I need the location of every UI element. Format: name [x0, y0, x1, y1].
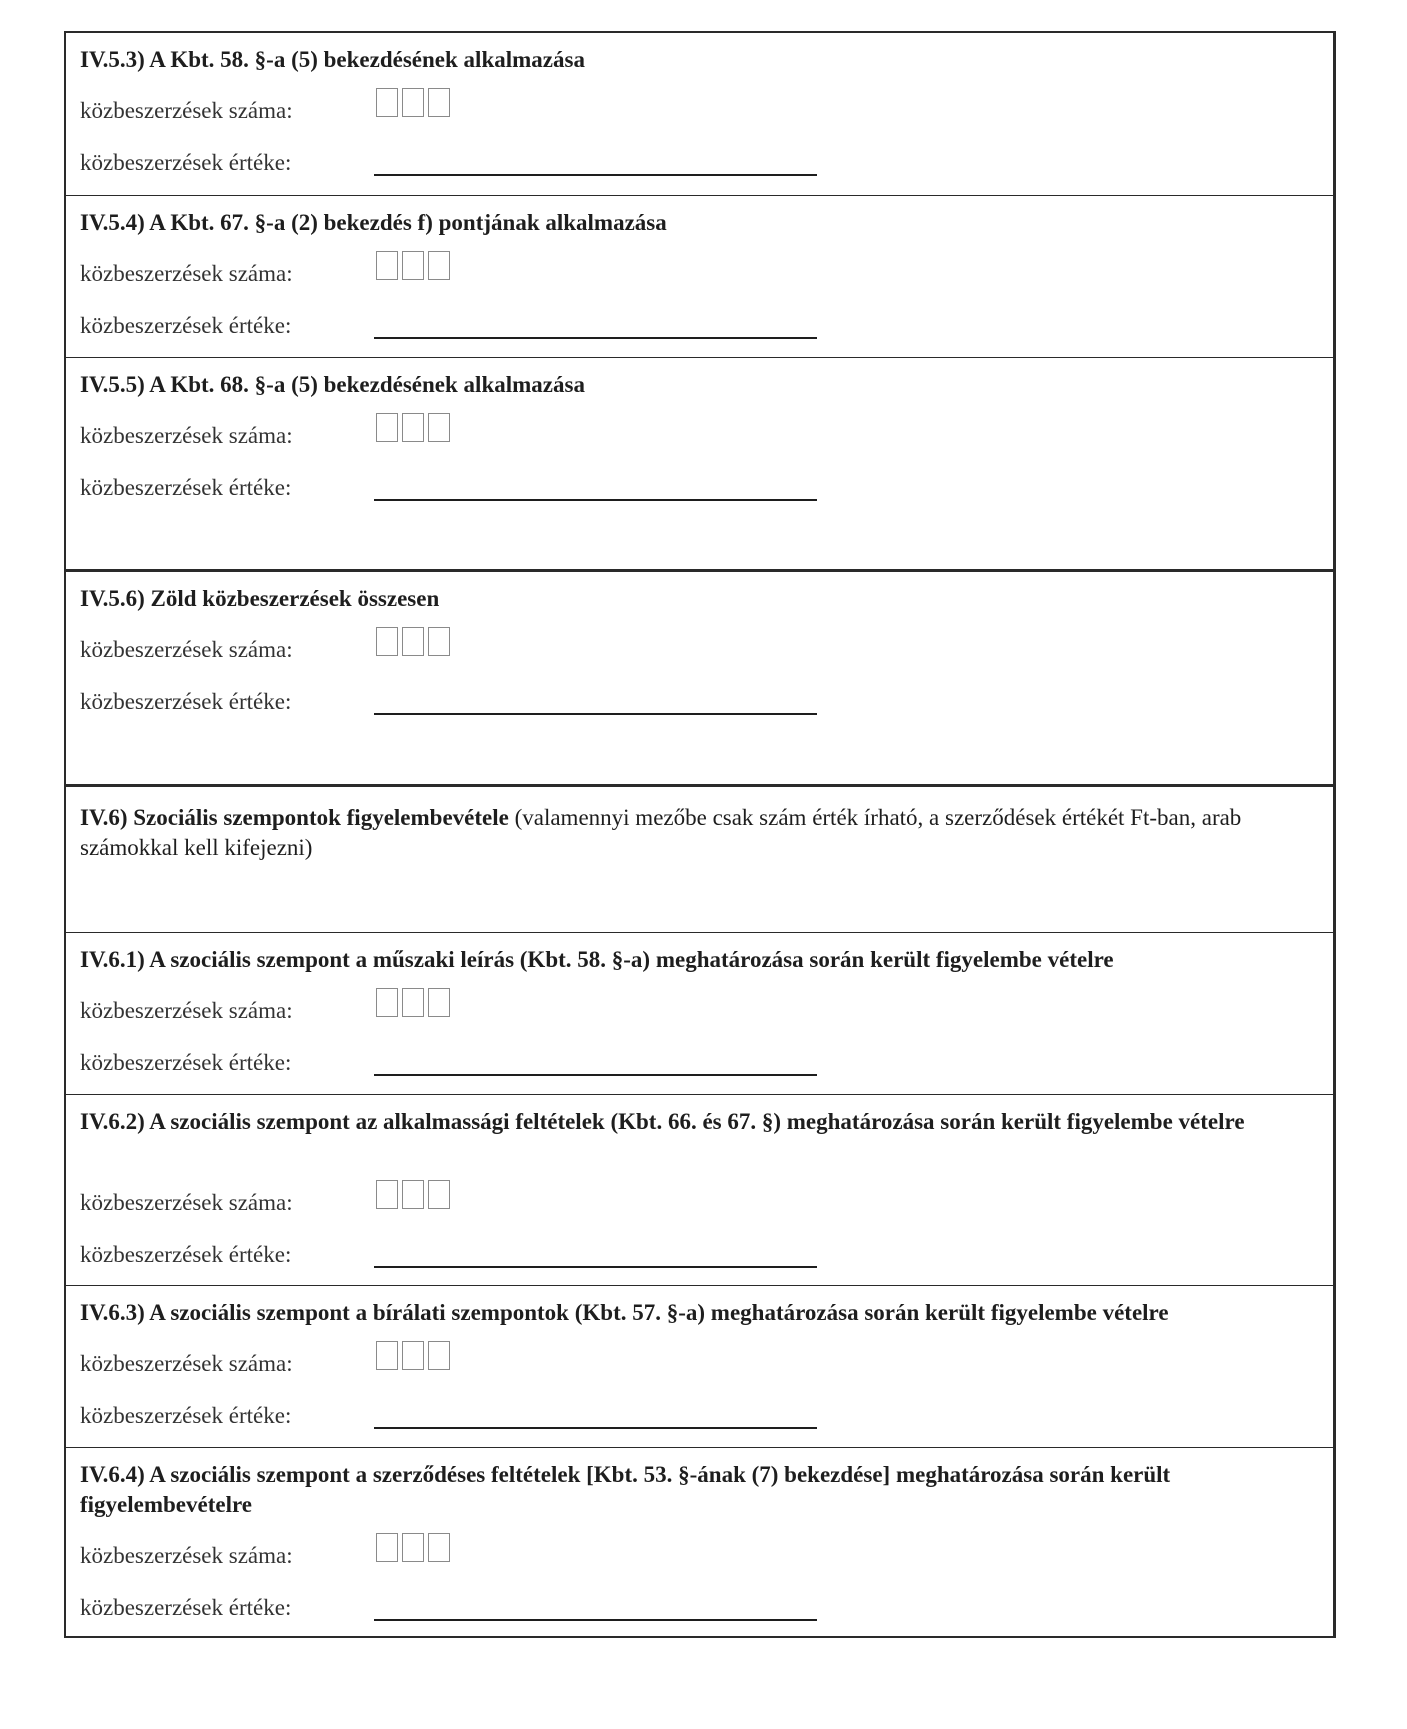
count-digit-box[interactable] [402, 413, 424, 442]
section-title: IV.5.3) A Kbt. 58. §-a (5) bekezdésének alkalmazása [80, 47, 585, 72]
count-digit-box[interactable] [376, 1533, 398, 1562]
form-table [64, 31, 1336, 1638]
count-label: közbeszerzések száma: [80, 261, 293, 286]
value-label: közbeszerzések értéke: [80, 1242, 292, 1267]
count-label: közbeszerzések száma: [80, 998, 293, 1023]
value-field[interactable] [374, 499, 817, 501]
section-title: IV.6.4) A szociális szempont a szerződéses feltételek [Kbt. 53. §-ának (7) bekezdése] meghatározása során került figyelembevételre [80, 1462, 1171, 1517]
value-label: közbeszerzések értéke: [80, 313, 292, 338]
count-digit-box[interactable] [376, 413, 398, 442]
section-iv-5-5 [66, 357, 1333, 569]
count-boxes[interactable] [376, 413, 450, 442]
section-title: IV.6.2) A szociális szempont az alkalmassági feltételek (Kbt. 66. és 67. §) meghatározása során került figyelembe vételre [80, 1109, 1245, 1134]
count-boxes[interactable] [376, 1341, 450, 1370]
section-iv-6-3 [66, 1285, 1333, 1447]
count-digit-box[interactable] [376, 251, 398, 280]
count-label: közbeszerzések száma: [80, 1351, 293, 1376]
count-digit-box[interactable] [428, 988, 450, 1017]
count-digit-box[interactable] [428, 1341, 450, 1370]
count-digit-box[interactable] [376, 988, 398, 1017]
section-intro-note: (valamennyi mezőbe csak szám érték írható, a szerződések értékét Ft-ban, arab számokkal kell kifejezni) [80, 805, 1242, 860]
value-label: közbeszerzések értéke: [80, 150, 292, 175]
section-iv-6 [66, 784, 1333, 932]
value-field[interactable] [374, 337, 817, 339]
section-iv-5-3 [66, 33, 1333, 195]
count-label: közbeszerzések száma: [80, 423, 293, 448]
count-digit-box[interactable] [376, 1341, 398, 1370]
count-digit-box[interactable] [428, 88, 450, 117]
count-digit-box[interactable] [402, 627, 424, 656]
count-digit-box[interactable] [376, 627, 398, 656]
count-digit-box[interactable] [376, 1180, 398, 1209]
count-digit-box[interactable] [402, 1341, 424, 1370]
count-label: közbeszerzések száma: [80, 98, 293, 123]
section-title: IV.5.5) A Kbt. 68. §-a (5) bekezdésének alkalmazása [80, 372, 585, 397]
count-digit-box[interactable] [402, 88, 424, 117]
section-intro-title: IV.6) Szociális szempontok figyelembevétele [80, 805, 509, 830]
section-iv-5-4 [66, 195, 1333, 357]
count-boxes[interactable] [376, 251, 450, 280]
count-digit-box[interactable] [402, 251, 424, 280]
count-digit-box[interactable] [402, 1180, 424, 1209]
count-digit-box[interactable] [376, 88, 398, 117]
count-boxes[interactable] [376, 88, 450, 117]
count-label: közbeszerzések száma: [80, 1543, 293, 1568]
section-iv-6-4 [66, 1447, 1333, 1636]
count-digit-box[interactable] [402, 1533, 424, 1562]
section-title: IV.5.4) A Kbt. 67. §-a (2) bekezdés f) pontjának alkalmazása [80, 210, 667, 235]
value-field[interactable] [374, 1074, 817, 1076]
count-boxes[interactable] [376, 1180, 450, 1209]
section-title: IV.5.6) Zöld közbeszerzések összesen [80, 586, 440, 611]
count-boxes[interactable] [376, 988, 450, 1017]
section-title: IV.6.3) A szociális szempont a bírálati szempontok (Kbt. 57. §-a) meghatározása során került figyelembe vételre [80, 1300, 1169, 1325]
count-digit-box[interactable] [428, 1533, 450, 1562]
count-label: közbeszerzések száma: [80, 1190, 293, 1215]
value-field[interactable] [374, 1619, 817, 1621]
value-field[interactable] [374, 174, 817, 176]
value-label: közbeszerzések értéke: [80, 475, 292, 500]
count-digit-box[interactable] [428, 413, 450, 442]
count-boxes[interactable] [376, 627, 450, 656]
count-digit-box[interactable] [402, 988, 424, 1017]
value-field[interactable] [374, 1266, 817, 1268]
value-label: közbeszerzések értéke: [80, 1403, 292, 1428]
section-intro [80, 803, 1313, 863]
section-iv-5-6 [66, 569, 1333, 784]
value-field[interactable] [374, 1427, 817, 1429]
value-field[interactable] [374, 713, 817, 715]
section-iv-6-1 [66, 932, 1333, 1094]
count-digit-box[interactable] [428, 1180, 450, 1209]
value-label: közbeszerzések értéke: [80, 1595, 292, 1620]
count-label: közbeszerzések száma: [80, 637, 293, 662]
section-iv-6-2 [66, 1094, 1333, 1285]
count-digit-box[interactable] [428, 251, 450, 280]
count-digit-box[interactable] [428, 627, 450, 656]
value-label: közbeszerzések értéke: [80, 1050, 292, 1075]
count-boxes[interactable] [376, 1533, 450, 1562]
value-label: közbeszerzések értéke: [80, 689, 292, 714]
section-title: IV.6.1) A szociális szempont a műszaki leírás (Kbt. 58. §-a) meghatározása során került figyelembe vételre [80, 947, 1114, 972]
